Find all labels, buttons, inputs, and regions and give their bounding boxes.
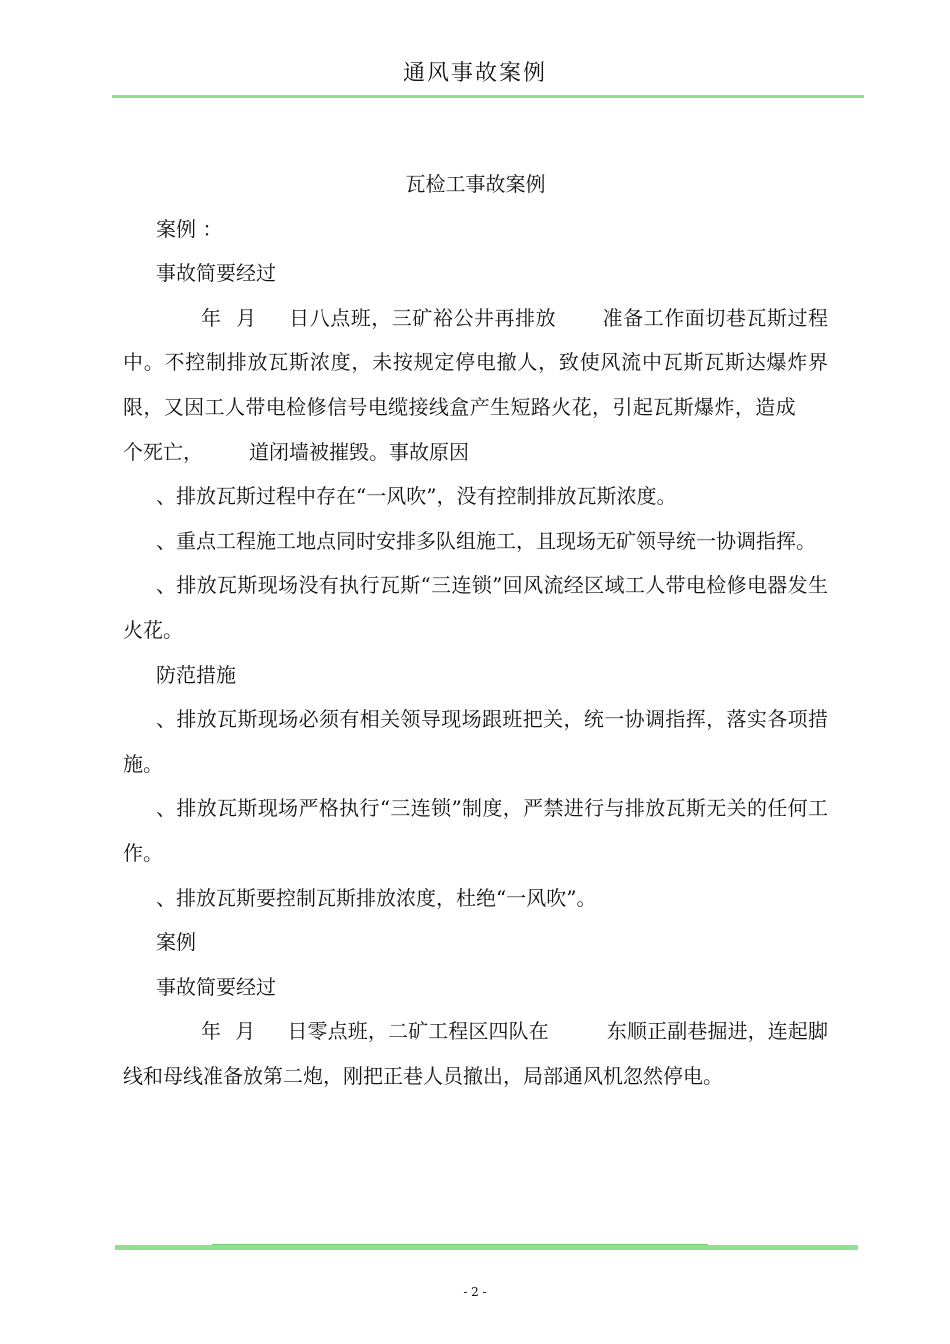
case1-summary-seg2: 月 [235,305,257,330]
case2-label: 案例 [156,930,196,955]
case1-cause-2: 、重点工程施工地点同时安排多队组施工，且现场无矿领导统一协调指挥。 [156,528,816,553]
case1-measure-1: 、排放瓦斯现场必须有相关领导现场跟班把关，统一协调指挥，落实各项措施。 [123,707,828,776]
header-rule [112,95,864,98]
case1-measure-2: 、排放瓦斯现场严格执行“三连锁”制度，严禁进行与排放瓦斯无关的任何工作。 [123,796,828,865]
case2-summary-seg3: 日零点班，二矿工程区四队在 [287,1019,549,1044]
case2-summary [123,1009,828,1098]
case1-summary [123,296,828,474]
case1-label: 案例 ： [156,216,223,241]
document-title: 瓦检工事故案例 [405,172,546,196]
case1-measure-3: 、排放瓦斯要控制瓦斯排放浓度，杜绝“一风吹”。 [156,885,597,910]
case1-summary-seg4: 准备工作面切巷瓦斯过程中。不控制排放瓦斯浓度，未按规定停电撤人，致使风流中瓦斯瓦斯达爆炸界限，又因工人带电检修信号电缆接线盒产生短路火花，引起瓦斯爆炸，造成 [123,305,829,419]
footer-rule [115,1245,858,1250]
case2-summary-heading: 事故简要经过 [156,974,276,999]
case1-measures-heading: 防范措施 [156,662,236,687]
case2-summary-seg4: 东顺正副巷掘进，连起脚线和母线准备放第二炮，刚把正巷人员撤出，局部通风机忽然停电。 [123,1019,829,1088]
case2-summary-seg1: 年 [201,1019,222,1044]
case1-summary-seg6: 道闭墙被摧毁。事故原因 [249,439,469,464]
document-body [123,162,828,1098]
case1-summary-seg1: 年 [201,305,222,330]
header-title: 通风事故案例 [402,61,547,86]
case1-cause-1: 、排放瓦斯过程中存在“一风吹”，没有控制排放瓦斯浓度。 [156,484,677,509]
case1-summary-heading: 事故简要经过 [156,261,276,286]
case1-summary-seg3: 日八点班，三矿裕公井再排放 [288,305,557,330]
page-number: - 2 - [463,1285,487,1299]
case1-cause-3: 、排放瓦斯现场没有执行瓦斯“三连锁”回风流经区域工人带电检修电器发生火花。 [123,573,828,642]
case1-summary-seg5: 个死亡， [123,439,203,464]
case2-summary-seg2: 月 [235,1019,256,1044]
